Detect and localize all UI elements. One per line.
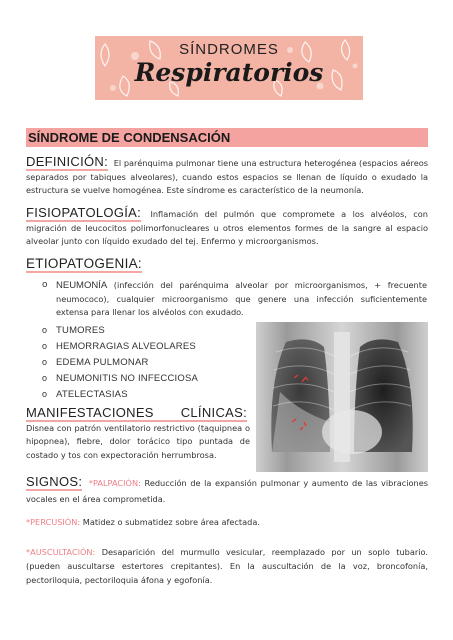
auscultacion-label: *AUSCULTACIÓN:: [26, 547, 96, 557]
signos-label: SIGNOS:: [26, 474, 83, 489]
section-title: SÍNDROME DE CONDENSACIÓN: [28, 130, 231, 145]
list-item: o NEUMONÍA (infección del parénquima alveolar por microorganismos, + frecuente neumococo), cualquier microorganismo que genere una infección suficientemente extensa para llenar los alvéolos con exudado.: [42, 279, 427, 320]
palpacion-text: Reducción de la expansión pulmonar y aumento de las vibraciones vocales en el área comprometida.: [26, 478, 428, 504]
auscultacion-paragraph: [26, 545, 428, 587]
definicion-text: El parénquima pulmonar tiene una estructura heterogénea (espacios aéreos separados por tabiques alveolares), cuando estos espacios se llenan de líquido o exudado la estructura se vuelve homogénea. Este síndrome es característico de la neumonía.: [26, 158, 429, 195]
palpacion-label: *PALPACIÓN:: [88, 478, 141, 488]
etiopatogenia-label: ETIOPATOGENIA:: [26, 256, 142, 271]
fisiopatologia-label: FISIOPATOLOGÍA:: [26, 205, 142, 220]
percusion-paragraph: [26, 516, 428, 530]
manifestaciones-paragraph: [26, 406, 250, 462]
definicion-label: DEFINICIÓN:: [26, 154, 109, 169]
signos-palpacion-paragraph: [26, 474, 428, 507]
manifestaciones-label: MANIFESTACIONES CLÍNICAS:: [26, 405, 247, 420]
list-item: o NEUMONITIS NO INFECCIOSA: [42, 372, 242, 386]
manifestaciones-text: Disnea con patrón ventilatorio restrictivo (taquipnea o hipopnea), fiebre, dolor torácico tipo puntada de costado y tos con expectoración herrumbrosa.: [26, 422, 250, 460]
percusion-text: Matidez o submatidez sobre área afectada.: [82, 517, 260, 527]
definicion-paragraph: [26, 155, 428, 198]
list-item: o TUMORES: [42, 324, 242, 338]
fisiopatologia-text: Inflamación del pulmón que compromete a los alvéolos, con migración de leucocitos polimorfonucleares u otros elementos formes de la sangre al espacio alveolar junto con líquido exudado del tej. Enfermo y microorganismos.: [26, 209, 429, 246]
list-item: o EDEMA PULMONAR: [42, 356, 242, 370]
list-item: o HEMORRAGIAS ALVEOLARES: [42, 340, 242, 354]
banner-title-line2: Respiratorios: [134, 58, 324, 87]
auscultacion-text: Desaparición del murmullo vesicular, reemplazado por un soplo tubario. (pueden auscultarse estertores crepitantes). En la auscultación de la voz, broncofonía, pectoriloquia, pectoriloquia áfona y egofonía.: [26, 547, 428, 585]
chest-xray-image: [256, 322, 428, 472]
percusion-label: *PERCUSIÓN:: [26, 517, 81, 527]
title-banner: [95, 36, 363, 100]
list-item: o ATELECTASIAS: [42, 388, 242, 402]
banner-title-line1: SÍNDROMES: [179, 41, 279, 58]
fisiopatologia-paragraph: [26, 206, 428, 249]
